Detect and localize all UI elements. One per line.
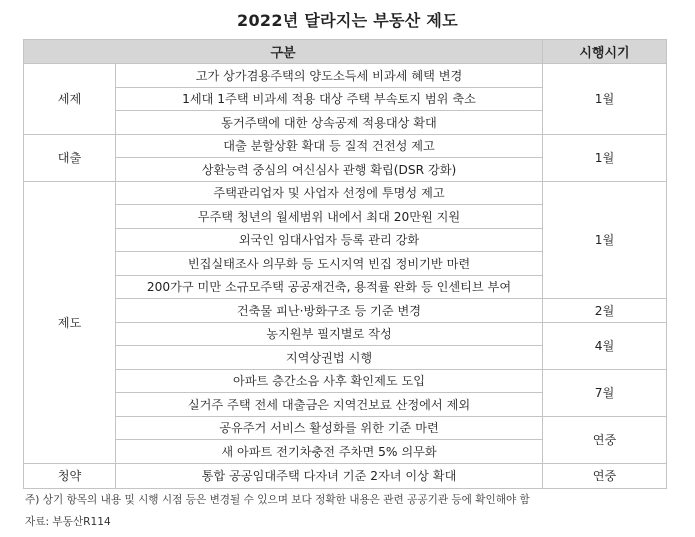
timing-cell: 2월 (543, 299, 667, 323)
table-row (24, 463, 667, 488)
header-category: 구분 (24, 40, 543, 64)
policy-item: 건축물 피난·방화구조 등 기준 변경 (116, 299, 543, 323)
policy-item: 대출 분할상환 확대 등 질적 건전성 제고 (116, 134, 543, 158)
policy-item: 공유주거 서비스 활성화를 위한 기준 마련 (116, 416, 543, 440)
policy-item: 농지원부 필지별로 작성 (116, 322, 543, 346)
policy-item: 새 아파트 전기차충전 주차면 5% 의무화 (116, 440, 543, 464)
policy-item: 빈집실태조사 의무화 등 도시지역 빈집 정비기반 마련 (116, 252, 543, 276)
policy-item: 아파트 층간소음 사후 확인제도 도입 (116, 369, 543, 393)
group-label: 청약 (24, 463, 116, 488)
timing-cell: 4월 (543, 322, 667, 369)
table-row (24, 369, 667, 393)
policy-item: 상환능력 중심의 여신심사 관행 확립(DSR 강화) (116, 158, 543, 182)
policy-item: 실거주 주택 전세 대출금은 지역건보료 산정에서 제외 (116, 393, 543, 417)
policy-item: 통합 공공임대주택 다자녀 기준 2자녀 이상 확대 (116, 463, 543, 488)
policy-item: 주택관리업자 및 사업자 선정에 투명성 제고 (116, 181, 543, 205)
timing-cell: 1월 (543, 181, 667, 299)
table-row (24, 416, 667, 440)
table-row (24, 64, 667, 88)
policy-item: 지역상권법 시행 (116, 346, 543, 370)
policy-item: 200가구 미만 소규모주택 공공재건축, 용적률 완화 등 인센티브 부여 (116, 275, 543, 299)
timing-cell: 1월 (543, 64, 667, 135)
policy-item: 동거주택에 대한 상속공제 적용대상 확대 (116, 111, 543, 135)
timing-cell: 1월 (543, 134, 667, 181)
timing-cell: 연중 (543, 416, 667, 463)
header-timing: 시행시기 (543, 40, 667, 64)
policy-item: 고가 상가겸용주택의 양도소득세 비과세 혜택 변경 (116, 64, 543, 88)
source-note: 자료: 부동산R114 (25, 516, 111, 528)
group-label: 제도 (24, 181, 116, 463)
policy-table (23, 39, 667, 489)
policy-item: 외국인 임대사업자 등록 관리 강화 (116, 228, 543, 252)
page-title: 2022년 달라지는 부동산 제도 (237, 11, 458, 30)
table-header-row (24, 40, 667, 64)
policy-item: 무주택 청년의 월세범위 내에서 최대 20만원 지원 (116, 205, 543, 229)
timing-cell: 7월 (543, 369, 667, 416)
table-row (24, 134, 667, 158)
table-row (24, 299, 667, 323)
table-row (24, 181, 667, 205)
table-row (24, 322, 667, 346)
footnote: 주) 상기 항목의 내용 및 시행 시점 등은 변경될 수 있으며 보다 정확한 내용은 관련 공공기관 등에 확인해야 함 (25, 494, 530, 506)
timing-cell: 연중 (543, 463, 667, 488)
group-label: 세제 (24, 64, 116, 135)
policy-item: 1세대 1주택 비과세 적용 대상 주택 부속토지 범위 축소 (116, 87, 543, 111)
group-label: 대출 (24, 134, 116, 181)
